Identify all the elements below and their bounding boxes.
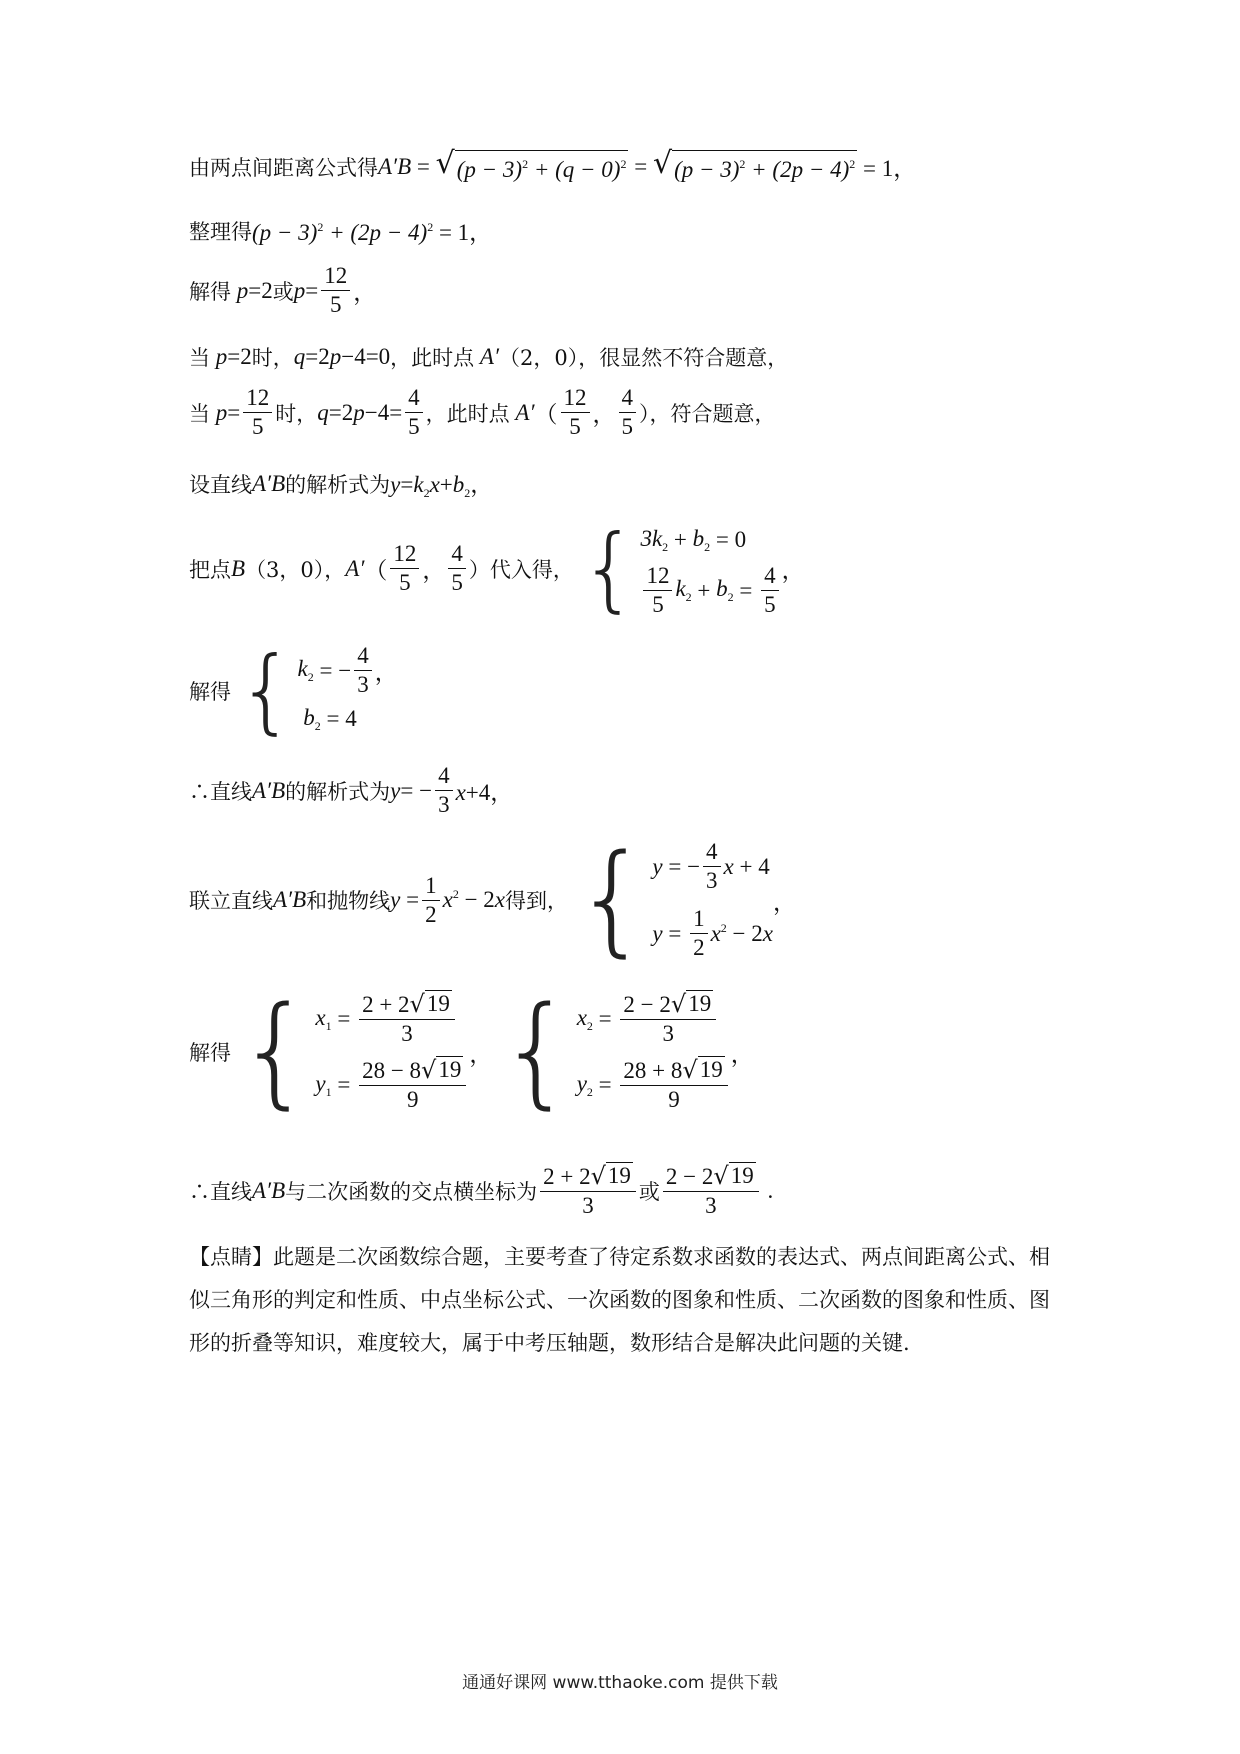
equation-line-7: 把点 B （3，0）， A′ （ $\frac{12}{5}$ ， $\frac{4}{5}$ ）代入得， { $3k_2$ + $b_2$ = 0 $\frac{12}{5}$ $k_2$ + $b_2$ = $\frac{4}{5}$ ， [189, 514, 805, 622]
sqrt-expr: √ $(p - 3)^2 + (q - 0)^2$ [435, 146, 627, 182]
fraction: $\frac{4}{3}$ [435, 762, 453, 819]
math-expr: A′B [378, 153, 412, 179]
equation-system: { y = − $\frac{4}{3}$ x + 4 y = $\frac{1}{2}$ $x^2$ − 2 x [574, 830, 773, 969]
equation-line-11: 解得 { $x_1$ = 2 + 2 √ 19 3 $y_1$ = 28 − 8 √ 19 9 ， { $x_2$ = 2 − 2 √ 19 3 $y_2$ = 28 + 8 √ 19 9 ， [189, 982, 754, 1121]
equation-line-1: 由两点间距离公式得 A′B = √ $(p - 3)^2 + (q - 0)^2$ = √ $(p - 3)^2 + (2p - 4)^2$ = 1， [189, 146, 917, 182]
equation-line-12: ∴直线 A′B 与二次函数的交点横坐标为 2 + 2 √ 19 3 或 2 − 2 √ 19 3 . [189, 1162, 774, 1218]
fraction: $\frac{12}{5}$ [390, 540, 419, 597]
fraction: $\frac{12}{5}$ [321, 262, 350, 319]
equation-system: { $k_2$ = − $\frac{4}{3}$ ， $b_2$ = 4 [237, 636, 398, 744]
equation-system: { $x_2$ = 2 − 2 √ 19 3 $y_2$ = 28 + 8 √ 19 9 [498, 990, 730, 1114]
equation-line-8: 解得 { $k_2$ = − $\frac{4}{3}$ ， $b_2$ = 4 [189, 636, 398, 744]
equation-system: { $x_1$ = 2 + 2 √ 19 3 $y_1$ = 28 − 8 √ 19 9 [237, 990, 469, 1114]
fraction: $\frac{12}{5}$ [243, 384, 272, 441]
equation-line-10: 联立直线 A′B 和抛物线 y = $\frac{1}{2}$ $x^2 - 2x$ 得到， { y = − $\frac{4}{3}$ x + 4 y = $\frac{1}{2}$ $x^2$ − 2 x ， [189, 830, 796, 969]
equation-system: { $3k_2$ + $b_2$ = 0 $\frac{12}{5}$ $k_2$ + $b_2$ = $\frac{4}{5}$ [580, 518, 782, 619]
page-footer: 通通好课网 www.tthaoke.com 提供下载 [462, 1673, 778, 1693]
equation-line-4: 当 p=2 时， q=2p−4=0 ，此时点 A′ （2，0），很显然不符合题意， [189, 344, 789, 370]
equation-line-3: 解得 p=2 或 p= $\frac{12}{5}$ ， [189, 263, 377, 317]
fraction: $\frac{1}{2}$ [422, 872, 440, 929]
fraction: $\frac{4}{5}$ [405, 384, 423, 441]
equation-line-2: 整理得 $(p - 3)^2 + (2p - 4)^2 = 1$， [189, 219, 493, 245]
summary-paragraph: 【点睛】此题是二次函数综合题，主要考查了待定系数求函数的表达式、两点间距离公式、相似三角形的判定和性质、中点坐标公式、一次函数的图象和性质、二次函数的图象和性质、图形的折叠等知识，难度较大，属于中考压轴题，数形结合是解决此问题的关键. [189, 1245, 1050, 1355]
fraction: $\frac{4}{5}$ [619, 384, 637, 441]
sqrt-expr: √ $(p - 3)^2 + (2p - 4)^2$ [652, 146, 856, 182]
equation-line-9: ∴直线 A′B 的解析式为 y= − $\frac{4}{3}$ x+4， [189, 763, 514, 817]
equation-line-6: 设直线 A′B 的解析式为 $y=k_2x+b_2$， [189, 470, 494, 500]
fraction: $\frac{12}{5}$ [561, 384, 590, 441]
equation-line-5: 当 p= $\frac{12}{5}$ 时， q=2p−4= $\frac{4}{5}$ ，此时点 A′ （ $\frac{12}{5}$ ， $\frac{4}{5}$ ），符合题意， [189, 385, 776, 439]
fraction: 2 − 2 √ 19 3 [663, 1162, 759, 1220]
fraction: 2 + 2 √ 19 3 [540, 1162, 636, 1220]
fraction: $\frac{4}{5}$ [448, 540, 466, 597]
